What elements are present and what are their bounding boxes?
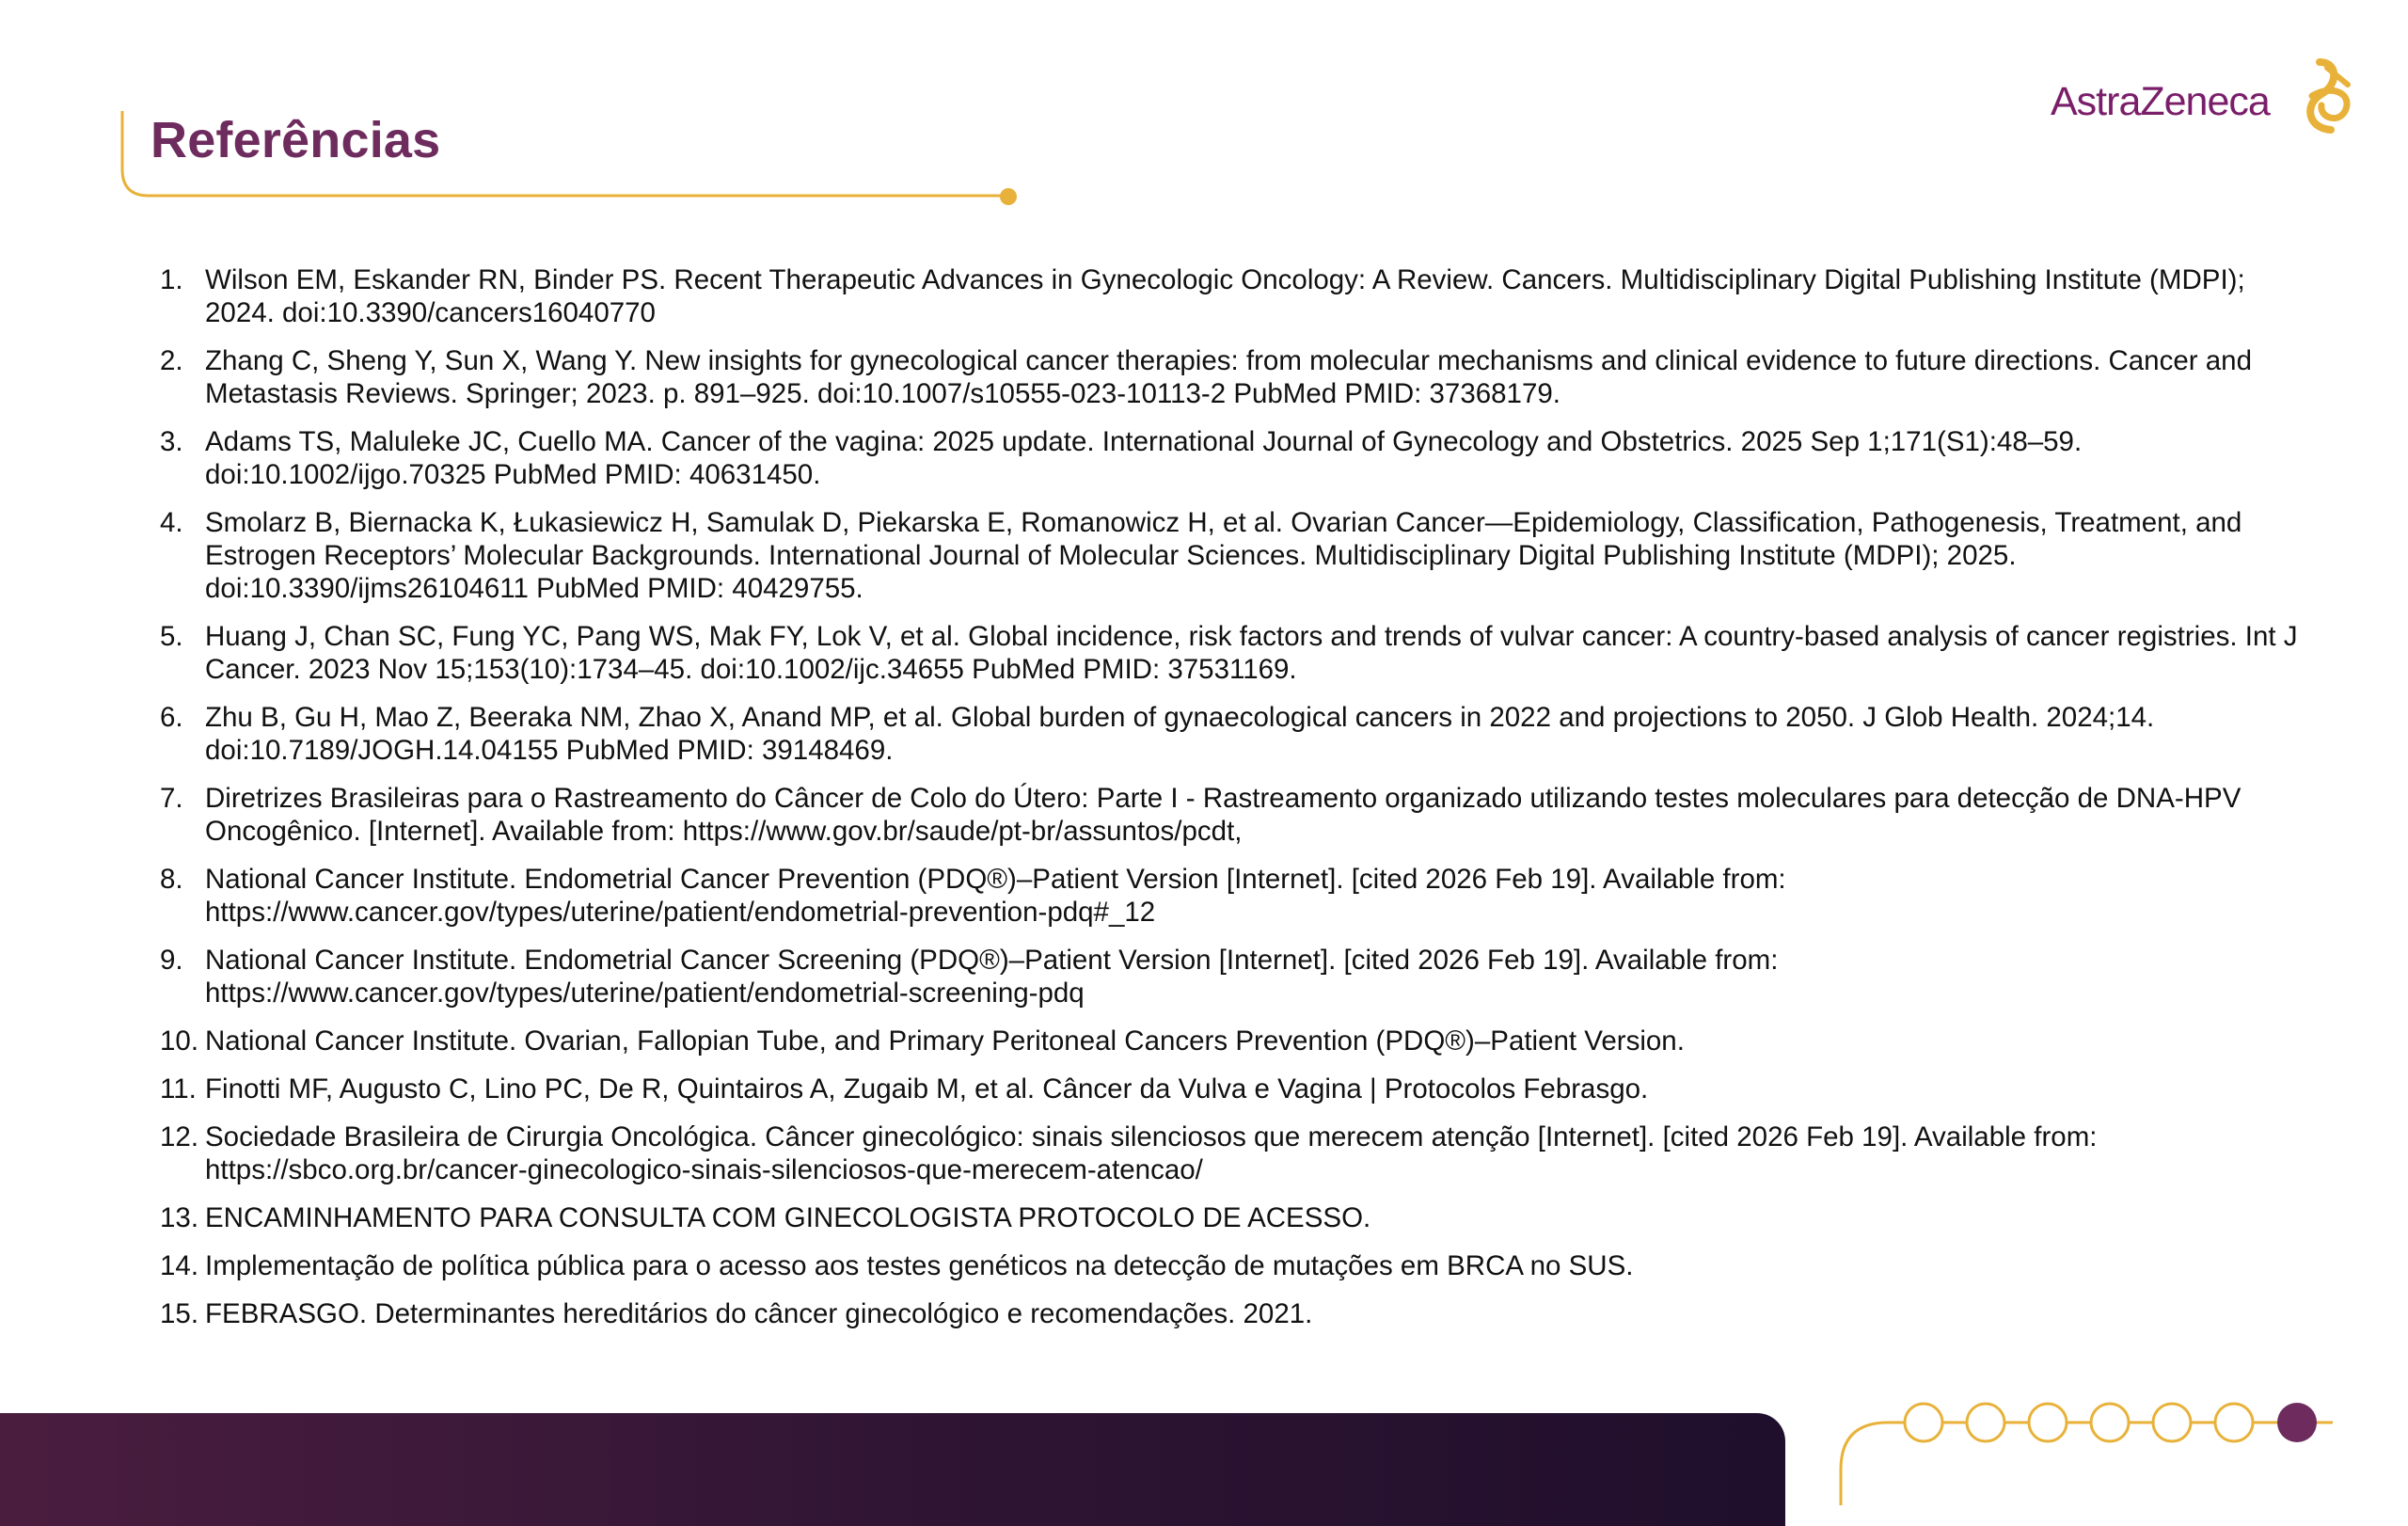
footer-bar: [0, 1413, 1785, 1526]
reference-item: [160, 1121, 2314, 1186]
footer-dots-decoration: [1825, 1392, 2408, 1505]
reference-number: 15.: [160, 1298, 199, 1329]
reference-number: 7.: [160, 783, 183, 814]
astrazeneca-helix-icon: [2293, 56, 2359, 135]
page-title: Referências: [150, 112, 441, 168]
reference-text: ENCAMINHAMENTO PARA CONSULTA COM GINECOLOGISTA PROTOCOLO DE ACESSO.: [205, 1202, 1371, 1233]
reference-text: Smolarz B, Biernacka K, Łukasiewicz H, Samulak D, Piekarska E, Romanowicz H, et al. Ovarian Cancer—Epidemiology, Classification, Pathogenesis, Treatment, and Estrogen Receptors’ Molecular Backgrounds. International Journal of Molecular Sciences. Multidisciplinary Digital Publishing Institute (MDPI); 2025. doi:10.3390/ijms26104611 PubMed PMID: 40429755.: [205, 507, 2242, 604]
reference-item: [160, 1249, 2314, 1282]
reference-number: 1.: [160, 264, 183, 295]
reference-item: [160, 944, 2314, 1009]
reference-item: [160, 1201, 2314, 1234]
reference-number: 4.: [160, 507, 183, 538]
reference-number: 2.: [160, 345, 183, 376]
reference-number: 8.: [160, 864, 183, 895]
reference-item: [160, 620, 2314, 686]
references-list: [160, 263, 2314, 1345]
reference-item: [160, 263, 2314, 329]
reference-text: Implementação de política pública para o acesso aos testes genéticos na detecção de mutações em BRCA no SUS.: [205, 1250, 1634, 1281]
reference-item: [160, 701, 2314, 767]
reference-text: Diretrizes Brasileiras para o Rastreamento do Câncer de Colo do Útero: Parte I - Rastreamento organizado utilizando testes moleculares para detecção de DNA-HPV Oncogênico. [Internet]. Available from: https://www.gov.br/saude/pt-br/assuntos/pcdt,: [205, 783, 2242, 847]
reference-number: 3.: [160, 426, 183, 457]
reference-item: [160, 1297, 2314, 1330]
reference-item: [160, 1073, 2314, 1105]
reference-item: [160, 863, 2314, 929]
astrazeneca-logo: [2051, 55, 2361, 139]
brand-name: AstraZeneca: [2051, 79, 2270, 124]
reference-text: Huang J, Chan SC, Fung YC, Pang WS, Mak FY, Lok V, et al. Global incidence, risk factors and trends of vulvar cancer: A country-based analysis of cancer registries. Int J Cancer. 2023 Nov 15;153(10):1734–45. doi:10.1002/ijc.34655 PubMed PMID: 37531169.: [205, 621, 2298, 685]
reference-text: National Cancer Institute. Endometrial Cancer Prevention (PDQ®)–Patient Version [Internet]. [cited 2026 Feb 19]. Available from: https://www.cancer.gov/types/uterine/patient/endometrial-prevention-pdq#_12: [205, 864, 1786, 928]
reference-number: 5.: [160, 621, 183, 652]
reference-item: [160, 506, 2314, 605]
reference-text: National Cancer Institute. Ovarian, Fallopian Tube, and Primary Peritoneal Cancers Prevention (PDQ®)–Patient Version.: [205, 1025, 1685, 1057]
reference-number: 9.: [160, 945, 183, 976]
reference-number: 11.: [160, 1073, 197, 1105]
reference-number: 13.: [160, 1202, 199, 1233]
reference-text: Zhu B, Gu H, Mao Z, Beeraka NM, Zhao X, Anand MP, et al. Global burden of gynaecological cancers in 2022 and projections to 2050. J Glob Health. 2024;14. doi:10.7189/JOGH.14.04155 PubMed PMID: 39148469.: [205, 702, 2155, 766]
reference-number: 14.: [160, 1250, 199, 1281]
reference-text: Finotti MF, Augusto C, Lino PC, De R, Quintairos A, Zugaib M, et al. Câncer da Vulva e Vagina | Protocolos Febrasgo.: [205, 1073, 1649, 1105]
reference-number: 12.: [160, 1121, 199, 1152]
reference-text: Adams TS, Maluleke JC, Cuello MA. Cancer of the vagina: 2025 update. International Journal of Gynecology and Obstetrics. 2025 Sep 1;171(S1):48–59. doi:10.1002/ijgo.70325 PubMed PMID: 40631450.: [205, 426, 2083, 490]
reference-text: National Cancer Institute. Endometrial Cancer Screening (PDQ®)–Patient Version [Internet]. [cited 2026 Feb 19]. Available from: https://www.cancer.gov/types/uterine/patient/endometrial-screening-pdq: [205, 945, 1779, 1009]
reference-text: Zhang C, Sheng Y, Sun X, Wang Y. New insights for gynecological cancer therapies: from molecular mechanisms and clinical evidence to future directions. Cancer and Metastasis Reviews. Springer; 2023. p. 891–925. doi:10.1007/s10555-023-10113-2 PubMed PMID: 37368179.: [205, 345, 2252, 409]
reference-number: 6.: [160, 702, 183, 733]
reference-item: [160, 1025, 2314, 1057]
reference-text: FEBRASGO. Determinantes hereditários do câncer ginecológico e recomendações. 2021.: [205, 1298, 1313, 1329]
reference-item: [160, 782, 2314, 848]
reference-item: [160, 344, 2314, 410]
reference-item: [160, 425, 2314, 491]
reference-text: Sociedade Brasileira de Cirurgia Oncológica. Câncer ginecológico: sinais silenciosos que merecem atenção [Internet]. [cited 2026 Feb 19]. Available from: https://sbco.org.br/cancer-ginecologico-sinais-silenciosos-que-merecem-atencao/: [205, 1121, 2098, 1185]
reference-number: 10.: [160, 1025, 199, 1057]
reference-text: Wilson EM, Eskander RN, Binder PS. Recent Therapeutic Advances in Gynecologic Oncology: A Review. Cancers. Multidisciplinary Digital Publishing Institute (MDPI); 2024. doi:10.3390/cancers16040770: [205, 264, 2245, 328]
